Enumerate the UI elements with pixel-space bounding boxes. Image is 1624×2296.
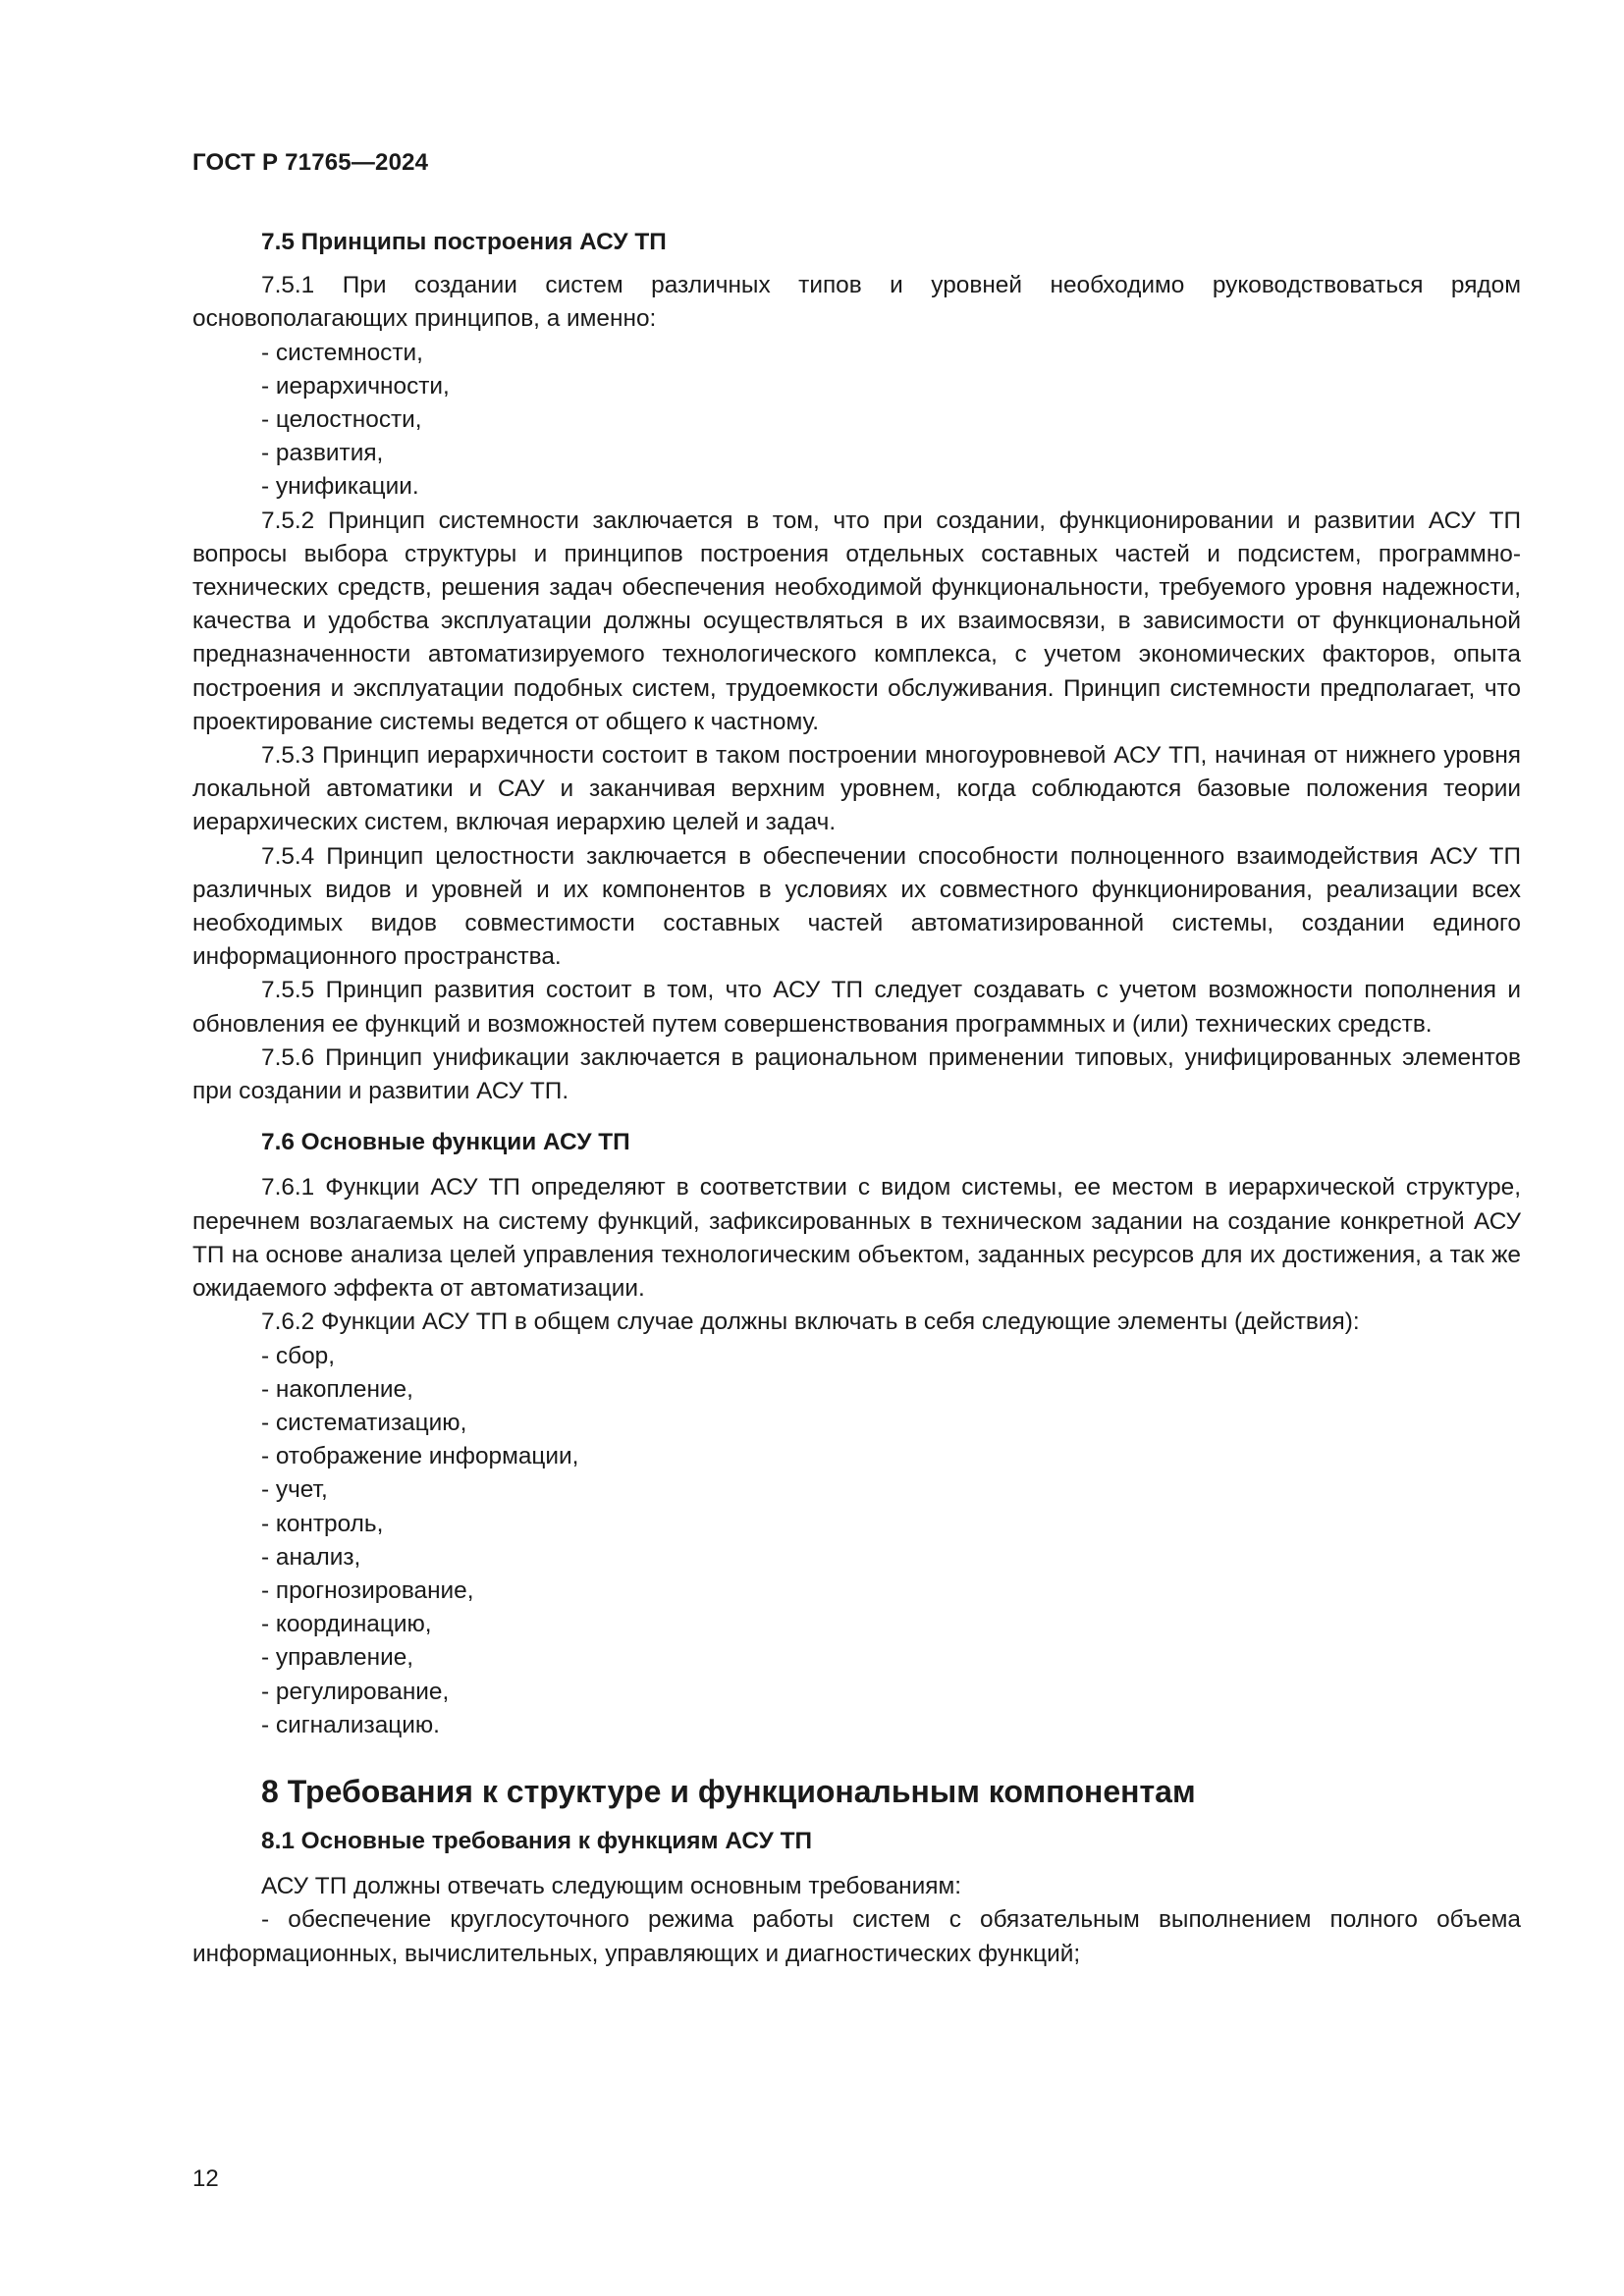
list-item: - учет, bbox=[261, 1476, 328, 1504]
list-item: - контроль, bbox=[261, 1510, 384, 1537]
list-item: - сигнализацию. bbox=[261, 1711, 440, 1738]
paragraph-7-5-5: 7.5.5 Принцип развития состоит в том, что АСУ ТП следует создавать с учетом возможности пополнения и обновления ее функций и возможностей путем совершенствования программных и (или) технических средств. bbox=[192, 977, 1521, 1038]
list-item: - системности, bbox=[261, 339, 423, 366]
paragraph-7-5-3: 7.5.3 Принцип иерархичности состоит в таком построении многоуровневой АСУ ТП, начиная от нижнего уровня локальной автоматики и САУ и заканчивая верхним уровнем, когда соблюдаются базовые положения теории иерархических систем, включая иерархию целей и задач. bbox=[192, 742, 1521, 836]
list-item: - управление, bbox=[261, 1644, 414, 1672]
list-item: - прогнозирование, bbox=[261, 1576, 474, 1604]
paragraph-7-6-2: 7.6.2 Функции АСУ ТП в общем случае должны включать в себя следующие элементы (действия): bbox=[261, 1308, 1360, 1336]
paragraph-7-5-1: 7.5.1 При создании систем различных типов и уровней необходимо руководствоваться рядом основополагающих принципов, а именно: bbox=[192, 272, 1521, 333]
list-item: - регулирование, bbox=[261, 1678, 450, 1705]
page-number: 12 bbox=[192, 2165, 219, 2192]
list-item: - систематизацию, bbox=[261, 1409, 467, 1436]
list-item: - иерархичности, bbox=[261, 372, 450, 400]
list-item: - отображение информации, bbox=[261, 1443, 579, 1470]
page-content bbox=[192, 226, 1521, 1971]
list-item: - накопление, bbox=[261, 1375, 413, 1403]
section-8-1-heading: 8.1 Основные требования к функциям АСУ ТП bbox=[261, 1827, 812, 1854]
section-7-6-heading: 7.6 Основные функции АСУ ТП bbox=[261, 1129, 630, 1156]
paragraph-7-5-2: 7.5.2 Принцип системности заключается в том, что при создании, функционировании и развитии АСУ ТП вопросы выбора структуры и принципов построения отдельных составных частей и подсистем, программно-технических средств, решения задач обеспечения необходимой функциональности, требуемого уровня надежности, качества и удобства эксплуатации должны осуществляться в их взаимосвязи, в зависимости от функциональной предназначенности автоматизируемого технологического комплекса, с учетом экономических факторов, опыта построения и эксплуатации подобных систем, трудоемкости обслуживания. Принцип системности предполагает, что проектирование системы ведется от общего к частному. bbox=[192, 507, 1521, 735]
paragraph-7-5-4: 7.5.4 Принцип целостности заключается в обеспечении способности полноценного взаимодействия АСУ ТП различных видов и уровней и их компонентов в условиях их совместного функционирования, реализации всех необходимых видов совместимости составных частей автоматизированной системы, создании единого информационного пространства. bbox=[192, 842, 1521, 971]
list-item: - анализ, bbox=[261, 1543, 361, 1571]
list-item: - унификации. bbox=[261, 473, 419, 501]
list-item: - сбор, bbox=[261, 1342, 335, 1369]
section-7-5-heading: 7.5 Принципы построения АСУ ТП bbox=[261, 229, 667, 255]
list-item: - развития, bbox=[261, 440, 384, 467]
paragraph-8-1-intro: АСУ ТП должны отвечать следующим основным требованиям: bbox=[261, 1873, 961, 1900]
list-item: - целостности, bbox=[261, 406, 422, 434]
list-item: - координацию, bbox=[261, 1611, 432, 1638]
paragraph-8-1-item: - обеспечение круглосуточного режима работы систем с обязательным выполнением полного объема информационных, вычислительных, управляющих и диагностических функций; bbox=[192, 1906, 1521, 1967]
section-8-heading: 8 Требования к структуре и функциональным компонентам bbox=[261, 1773, 1196, 1809]
document-code: ГОСТ Р 71765—2024 bbox=[192, 149, 429, 176]
paragraph-7-5-6: 7.5.6 Принцип унификации заключается в рациональном применении типовых, унифицированных элементов при создании и развитии АСУ ТП. bbox=[192, 1043, 1521, 1105]
paragraph-7-6-1: 7.6.1 Функции АСУ ТП определяют в соответствии с видом системы, ее местом в иерархической структуре, перечнем возлагаемых на систему функций, зафиксированных в техническом задании на создание конкретной АСУ ТП на основе анализа целей управления технологическим объектом, заданных ресурсов для их достижения, а так же ожидаемого эффекта от автоматизации. bbox=[192, 1174, 1521, 1303]
